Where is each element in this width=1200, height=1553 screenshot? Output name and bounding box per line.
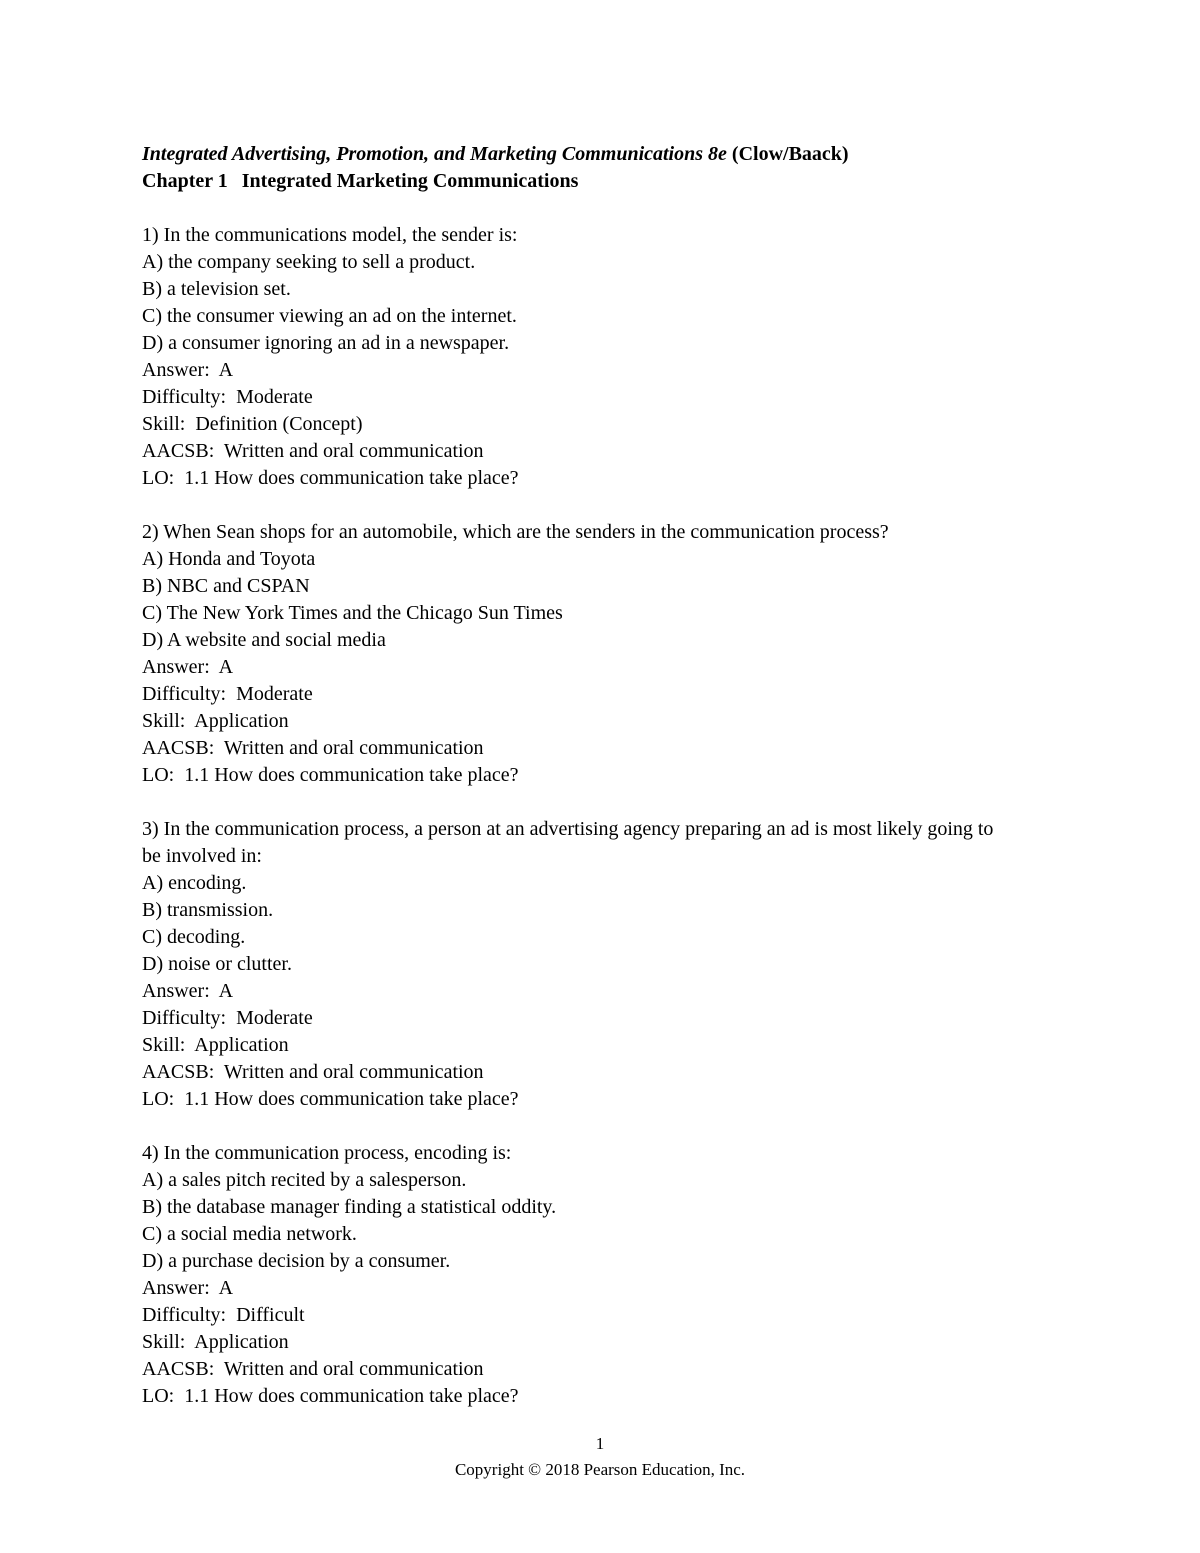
skill: Skill: Definition (Concept) (142, 413, 363, 435)
answer-option: D) a purchase decision by a consumer. (142, 1250, 451, 1272)
answer-option: A) Honda and Toyota (142, 548, 316, 570)
book-title: Integrated Advertising, Promotion, and Marketing Communications 8e (142, 143, 727, 165)
skill: Skill: Application (142, 710, 289, 732)
difficulty: Difficulty: Difficult (142, 1304, 305, 1326)
difficulty: Difficulty: Moderate (142, 1007, 313, 1029)
page-content (142, 141, 1062, 1410)
question-stem: 4) In the communication process, encoding is: (142, 1142, 512, 1164)
question-stem: 2) When Sean shops for an automobile, which are the senders in the communication process? (142, 521, 889, 543)
question-stem: 1) In the communications model, the sender is: (142, 224, 518, 246)
learning-objective: LO: 1.1 How does communication take place? (142, 1088, 519, 1110)
learning-objective: LO: 1.1 How does communication take place? (142, 467, 519, 489)
answer-option: C) decoding. (142, 926, 246, 948)
difficulty: Difficulty: Moderate (142, 386, 313, 408)
answer-option: B) NBC and CSPAN (142, 575, 310, 597)
answer-option: A) the company seeking to sell a product. (142, 251, 476, 273)
answer-option: A) a sales pitch recited by a salesperson. (142, 1169, 467, 1191)
question-2 (142, 519, 1062, 789)
chapter-title: Integrated Marketing Communications (241, 170, 579, 192)
answer-key: Answer: A (142, 656, 234, 678)
answer-option: B) a television set. (142, 278, 291, 300)
question-1 (142, 222, 1062, 492)
answer-option: D) A website and social media (142, 629, 386, 651)
answer-option: B) the database manager finding a statistical oddity. (142, 1196, 557, 1218)
skill: Skill: Application (142, 1331, 289, 1353)
question-3 (142, 816, 1062, 1113)
aacsb: AACSB: Written and oral communication (142, 440, 484, 462)
difficulty: Difficulty: Moderate (142, 683, 313, 705)
answer-key: Answer: A (142, 1277, 234, 1299)
answer-key: Answer: A (142, 359, 234, 381)
learning-objective: LO: 1.1 How does communication take place? (142, 1385, 519, 1407)
aacsb: AACSB: Written and oral communication (142, 1061, 484, 1083)
answer-option: A) encoding. (142, 872, 247, 894)
answer-option: C) The New York Times and the Chicago Sun Times (142, 602, 563, 624)
answer-option: C) the consumer viewing an ad on the internet. (142, 305, 517, 327)
answer-option: D) noise or clutter. (142, 953, 292, 975)
question-stem: 3) In the communication process, a person at an advertising agency preparing an ad is most likely going to be involved in: (142, 818, 999, 867)
chapter-label: Chapter 1 (142, 170, 228, 192)
learning-objective: LO: 1.1 How does communication take place? (142, 764, 519, 786)
answer-key: Answer: A (142, 980, 234, 1002)
answer-option: D) a consumer ignoring an ad in a newspaper. (142, 332, 510, 354)
chapter-heading (142, 168, 1062, 195)
answer-option: C) a social media network. (142, 1223, 357, 1245)
question-4 (142, 1140, 1062, 1410)
book-header (142, 141, 1062, 168)
aacsb: AACSB: Written and oral communication (142, 1358, 484, 1380)
skill: Skill: Application (142, 1034, 289, 1056)
aacsb: AACSB: Written and oral communication (142, 737, 484, 759)
copyright-notice: Copyright © 2018 Pearson Education, Inc. (454, 1460, 746, 1479)
answer-option: B) transmission. (142, 899, 274, 921)
page-number: 1 (595, 1434, 605, 1453)
book-authors: (Clow/Baack) (731, 143, 849, 165)
